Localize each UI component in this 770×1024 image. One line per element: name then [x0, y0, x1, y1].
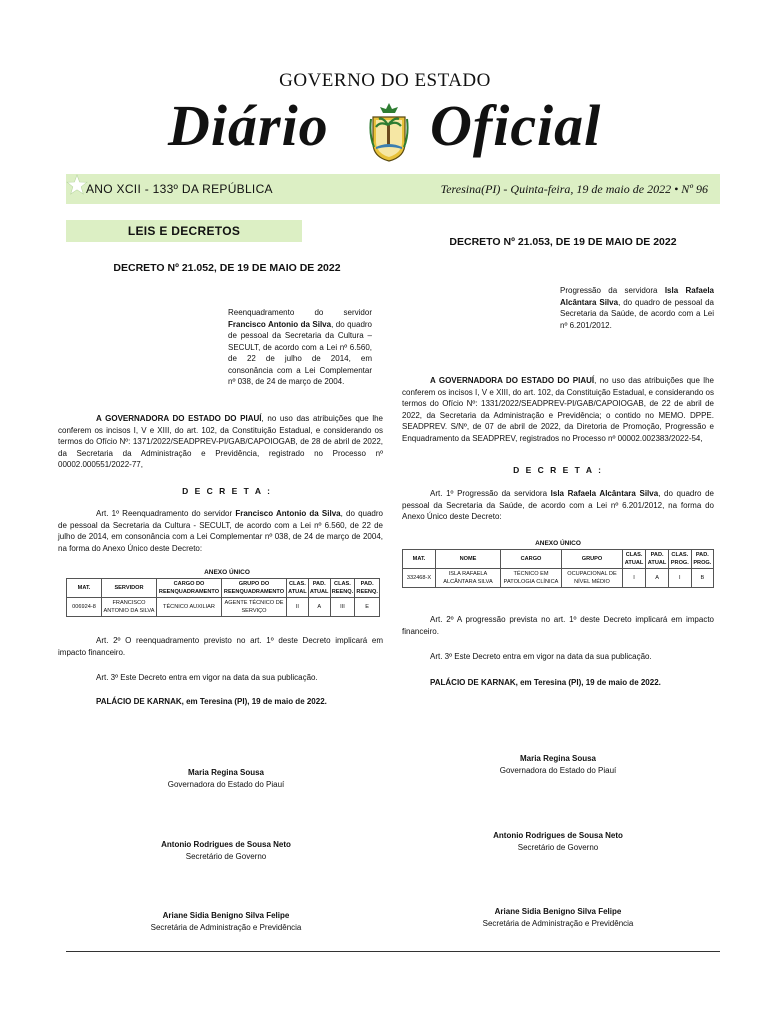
article-text: , do quadro de pessoal da Secretaria da Saúde, de acordo com a Lei nº 6.201/2012, na forma do Anexo Único deste Decreto: — [402, 489, 714, 521]
table-cell: I — [668, 569, 691, 588]
annex-label: ANEXO ÚNICO — [535, 540, 581, 547]
dateline: Teresina(PI) - Quinta-feira, 19 de maio de 2022 • Nº 96 — [440, 182, 708, 196]
signature-block — [106, 767, 346, 791]
decree-preamble — [58, 413, 383, 471]
table-header-row — [67, 579, 380, 598]
annex-table — [402, 549, 714, 588]
signatory-name: Maria Regina Sousa — [187, 768, 265, 777]
masthead-title-right: Oficial — [430, 93, 602, 158]
table-cell: II — [287, 598, 309, 617]
table-header-cell: CLAS. REENQ. — [330, 579, 355, 598]
decree-title: DECRETO Nº 21.053, DE 19 DE MAIO DE 2022 — [449, 236, 677, 248]
table-cell: A — [308, 598, 330, 617]
footer-divider — [66, 951, 720, 952]
palace-signature-line: PALÁCIO DE KARNAK, em Teresina (PI), 19 de maio de 2022. — [430, 678, 661, 687]
decree-preamble — [402, 375, 714, 444]
signatory-role: Secretária de Administração e Previdência — [150, 923, 302, 932]
table-header-cell: MAT. — [67, 579, 102, 598]
decree-summary — [228, 307, 372, 388]
employee-name: Isla Rafaela Alcântara Silva — [560, 286, 714, 307]
table-cell: 332468-X — [403, 569, 436, 588]
table-header-cell: CARGO DO REENQUADRAMENTO — [157, 579, 222, 598]
summary-text: , do quadro de pessoal da Secretaria da Saúde, de acordo com a Lei nº 6.201/2012. — [560, 297, 715, 330]
article-2: Art. 2º A progressão prevista no art. 1º deste Decreto implicará em impacto financeiro. — [402, 615, 714, 636]
article-3: Art. 3º Este Decreto entra em vigor na data da sua publicação. — [430, 652, 652, 661]
star-icon — [66, 174, 88, 196]
article-2: Art. 2º O reenquadramento previsto no art. 1º deste Decreto implicará em impacto financeiro. — [58, 636, 383, 657]
signatory-role: Secretário de Governo — [185, 852, 267, 861]
table-cell: I — [623, 569, 646, 588]
article-3: Art. 3º Este Decreto entra em vigor na data da sua publicação. — [96, 673, 318, 682]
section-title: LEIS E DECRETOS — [66, 220, 302, 242]
table-cell: III — [330, 598, 355, 617]
table-cell: OCUPACIONAL DE NÍVEL MÉDIO — [562, 569, 623, 588]
table-header-cell: CLAS. ATUAL — [287, 579, 309, 598]
table-cell: B — [691, 569, 713, 588]
table-cell: ISLA RAFAELA ALCÂNTARA SILVA — [436, 569, 501, 588]
table-cell: TÉCNICO AUXILIAR — [157, 598, 222, 617]
table-cell: TÉCNICO EM PATOLOGIA CLÍNICA — [501, 569, 562, 588]
article-text: Art. 1º Progressão da servidora — [430, 489, 551, 498]
signature-block — [96, 910, 356, 934]
table-cell: AGENTE TÉCNICO DE SERVIÇO — [222, 598, 287, 617]
palace-signature-line: PALÁCIO DE KARNAK, em Teresina (PI), 19 de maio de 2022. — [96, 697, 327, 706]
signatory-name: Ariane Sidia Benigno Silva Felipe — [162, 911, 290, 920]
signature-block — [428, 906, 688, 930]
signatory-name: Maria Regina Sousa — [519, 754, 597, 763]
preamble-authority: A GOVERNADORA DO ESTADO DO PIAUÍ — [96, 414, 262, 423]
signatory-role: Governadora do Estado do Piauí — [167, 780, 285, 789]
annex-label: ANEXO ÚNICO — [204, 569, 250, 576]
preamble-text: , no uso das atribuições que lhe conferem os incisos I, V e XIII, do art. 102, da Constituição Estadual, e considerando os termos do Ofício Nº: 1371/2022/SEADPREV-PI/GAB/CAPOIOGAB, de 28 de abril de 2022, da Secretaria da Administração e Previdência, registrado no Processo nº 00002.000551/2022-77, — [58, 414, 383, 469]
decree-title: DECRETO Nº 21.052, DE 19 DE MAIO DE 2022 — [113, 262, 341, 274]
table-header-cell: CLAS. PROG. — [668, 550, 691, 569]
signatory-role: Governadora do Estado do Piauí — [499, 766, 617, 775]
table-cell: 006924-8 — [67, 598, 102, 617]
table-cell: A — [646, 569, 669, 588]
employee-name: Francisco Antonio da Silva — [228, 319, 332, 329]
coat-of-arms-icon — [368, 101, 410, 163]
table-header-cell: SERVIDOR — [102, 579, 157, 598]
signature-block — [438, 753, 678, 777]
signatory-role: Secretário de Governo — [517, 843, 599, 852]
preamble-text: , no uso das atribuições que lhe conferem os incisos I, V e XIII, do art. 102, da Constituição Estadual, e considerando os termos do Ofício Nº: 1331/2022/SEADPREV-PI/GAB/CAPOIOGAB, de 22 de abril de 2022, da Secretaria da Administração e Previdência; o contido no MEMO. DPPE. SEADPREV. S/Nº, de 07 de abril de 2022, da Diretoria de Promoção, Progressão e Enquadramento da SEADPREV, registrados no Processo nº 00002.002383/2022-54, — [402, 376, 714, 443]
article-text: Art. 1º Reenquadramento do servidor — [96, 509, 236, 518]
signature-block — [438, 830, 678, 854]
summary-text: Reenquadramento do servidor — [228, 308, 372, 317]
table-header-cell: PAD. REENQ. — [355, 579, 380, 598]
employee-name: Francisco Antonio da Silva — [235, 509, 341, 518]
annex-table — [66, 578, 380, 617]
article-1 — [58, 508, 383, 554]
table-header-cell: NOME — [436, 550, 501, 569]
table-header-cell: MAT. — [403, 550, 436, 569]
table-header-cell: PAD. ATUAL — [308, 579, 330, 598]
table-header-cell: GRUPO — [562, 550, 623, 569]
table-row — [67, 598, 380, 617]
preamble-authority: A GOVERNADORA DO ESTADO DO PIAUÍ — [430, 376, 595, 385]
table-header-cell: PAD. PROG. — [691, 550, 713, 569]
table-cell: FRANCISCO ANTONIO DA SILVA — [102, 598, 157, 617]
table-header-cell: CARGO — [501, 550, 562, 569]
masthead-title-left: Diário — [168, 93, 329, 158]
table-header-cell: PAD. ATUAL — [646, 550, 669, 569]
signatory-name: Antonio Rodrigues de Sousa Neto — [161, 840, 291, 849]
article-1 — [402, 488, 714, 523]
table-cell: E — [355, 598, 380, 617]
signatory-name: Antonio Rodrigues de Sousa Neto — [493, 831, 623, 840]
summary-text: , do quadro de pessoal da Secretaria da Cultura – SECULT, de acordo com a Lei nº 6.560, de 22 de julho de 2014, em consonância com a Lei Complementar nº 038, de 24 de março de 2004. — [228, 319, 373, 386]
table-row — [403, 569, 714, 588]
table-header-cell: CLAS. ATUAL — [623, 550, 646, 569]
article-text: , do quadro de pessoal da Secretaria da Cultura - SECULT, de acordo com a Lei nº 6.560, de 22 de julho de 2014, em consonância com a Lei Complementar nº 038, de 24 de março de 2004, na forma do Anexo Único deste Decreto: — [58, 509, 383, 553]
employee-name: Isla Rafaela Alcântara Silva — [550, 489, 659, 498]
government-heading: GOVERNO DO ESTADO — [279, 70, 491, 91]
table-header-cell: GRUPO DO REENQUADRAMENTO — [222, 579, 287, 598]
signatory-name: Ariane Sidia Benigno Silva Felipe — [494, 907, 622, 916]
edition-label: ANO XCII - 133º DA REPÚBLICA — [86, 182, 273, 196]
signatory-role: Secretária de Administração e Previdência — [482, 919, 634, 928]
decreta-heading: D E C R E T A : — [513, 465, 603, 475]
signature-block — [106, 839, 346, 863]
decreta-heading: D E C R E T A : — [182, 486, 272, 496]
decree-summary — [560, 285, 714, 331]
table-header-row — [403, 550, 714, 569]
summary-text: Progressão da servidora — [560, 286, 665, 295]
